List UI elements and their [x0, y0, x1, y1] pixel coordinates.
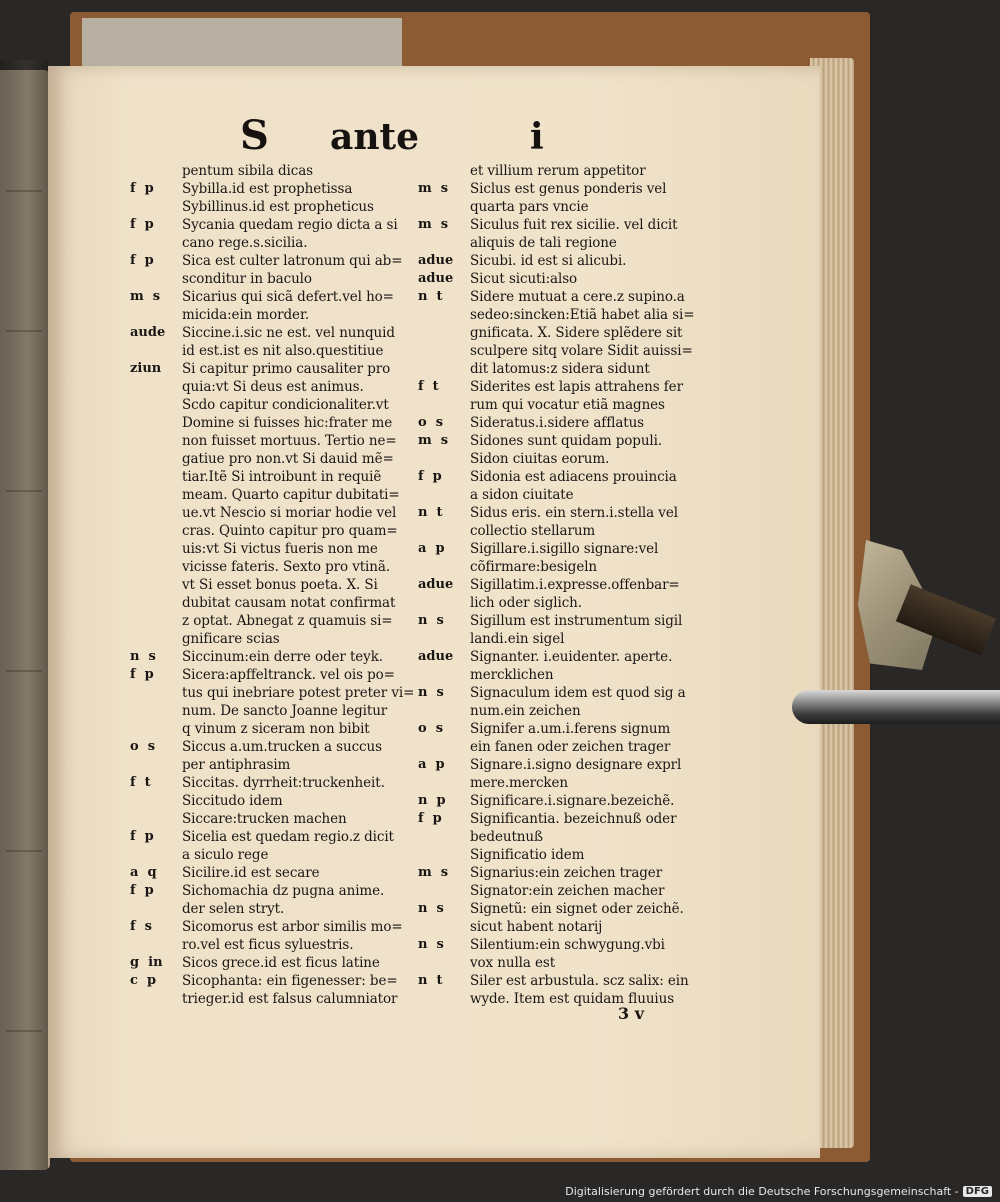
entry-text: Sichomachia dz pugna anime. [182, 883, 385, 899]
dictionary-line [130, 288, 418, 306]
grammar-tag: ziun [130, 361, 162, 376]
dictionary-line [418, 432, 718, 450]
grammar-tag: g in [130, 955, 163, 970]
dictionary-line [130, 396, 418, 414]
dictionary-line [418, 198, 718, 216]
grammar-tag: f p [130, 253, 154, 268]
grammar-tag: n s [418, 901, 444, 916]
dictionary-line [130, 918, 418, 936]
dictionary-line [130, 702, 418, 720]
entry-text: Scdo capitur condicionaliter.vt [182, 397, 389, 413]
grammar-tag: m s [418, 181, 449, 196]
dictionary-line [418, 774, 718, 792]
entry-text: Sicut sicuti:also [470, 271, 578, 287]
entry-text: gatiue pro non.vt Si dauid mẽ= [182, 451, 394, 467]
grammar-tag: m s [130, 289, 161, 304]
dictionary-line [418, 522, 718, 540]
dictionary-line [130, 576, 418, 594]
grammar-tag: n t [418, 973, 443, 988]
grammar-tag: n t [418, 289, 443, 304]
entry-text: ue.vt Nescio si moriar hodie vel [182, 505, 397, 521]
dictionary-line [418, 882, 718, 900]
dictionary-line [418, 720, 718, 738]
dictionary-line [418, 234, 718, 252]
dictionary-line [418, 450, 718, 468]
dictionary-line [418, 378, 718, 396]
dictionary-line [418, 486, 718, 504]
dictionary-line [130, 342, 418, 360]
dictionary-line [418, 252, 718, 270]
book-spine [0, 60, 48, 1170]
dictionary-line [418, 360, 718, 378]
dictionary-line [418, 342, 718, 360]
digitization-credit [565, 1182, 992, 1200]
grammar-tag: m s [418, 433, 449, 448]
grammar-tag: n s [418, 937, 444, 952]
entry-text: z optat. Abnegat z quamuis si= [182, 613, 393, 629]
entry-text: dubitat causam notat confirmat [182, 595, 396, 611]
dictionary-line [130, 558, 418, 576]
entry-text: sculpere sitq volare Sidit auissi= [470, 343, 693, 359]
dictionary-line [418, 396, 718, 414]
dictionary-line [130, 828, 418, 846]
entry-text: quarta pars vncie [470, 199, 589, 215]
entry-text: Sidere mutuat a cere.z supino.a [470, 289, 685, 305]
dictionary-line [130, 450, 418, 468]
grammar-tag: f p [130, 667, 154, 682]
dictionary-line [130, 882, 418, 900]
dictionary-line [130, 432, 418, 450]
entry-text: Sica est culter latronum qui ab= [182, 253, 403, 269]
dictionary-line [130, 864, 418, 882]
dictionary-line [418, 990, 718, 1008]
dictionary-line [418, 612, 718, 630]
grammar-tag: f p [130, 829, 154, 844]
entry-text: vt Si esset bonus poeta. X. Si [182, 577, 378, 593]
dictionary-line [418, 324, 718, 342]
entry-text: Sidon ciuitas eorum. [470, 451, 610, 467]
entry-text: Signarius:ein zeichen trager [470, 865, 663, 881]
entry-text: Sybilla.id est prophetissa [182, 181, 353, 197]
dictionary-line [418, 864, 718, 882]
dictionary-line [418, 576, 718, 594]
grammar-tag: n s [418, 685, 444, 700]
dictionary-line [418, 666, 718, 684]
entry-text: Siccare:trucken machen [182, 811, 347, 827]
grammar-tag: adue [418, 271, 454, 286]
entry-text: collectio stellarum [470, 523, 596, 539]
entry-text: Sideratus.i.sidere afflatus [470, 415, 645, 431]
entry-text: Domine si fuisses hic:frater me [182, 415, 393, 431]
entry-text: uis:vt Si victus fueris non me [182, 541, 378, 557]
entry-text: q vinum z siceram non bibit [182, 721, 370, 737]
entry-text: landi.ein sigel [470, 631, 565, 647]
entry-text: ro.vel est ficus syluestris. [182, 937, 354, 953]
entry-text: Signetũ: ein signet oder zeichẽ. [470, 901, 684, 917]
dictionary-line [130, 810, 418, 828]
dictionary-line [130, 234, 418, 252]
entry-text: Sicera:apffeltranck. vel ois po= [182, 667, 395, 683]
entry-text: dit latomus:z sidera sidunt [470, 361, 650, 377]
entry-text: Silentium:ein schwygung.vbi [470, 937, 665, 953]
dictionary-line [130, 630, 418, 648]
entry-text: cano rege.s.sicilia. [182, 235, 308, 251]
entry-text: Sidones sunt quidam populi. [470, 433, 663, 449]
dictionary-line [418, 468, 718, 486]
entry-text: Siccine.i.sic ne est. vel nunquid [182, 325, 395, 341]
entry-text: per antiphrasim [182, 757, 291, 773]
signature-mark: 3 v [618, 1004, 644, 1023]
dictionary-line [130, 306, 418, 324]
grammar-tag: m s [418, 217, 449, 232]
grammar-tag: adue [418, 577, 454, 592]
grammar-tag: o s [418, 415, 444, 430]
entry-text: Sicos grece.id est ficus latine [182, 955, 380, 971]
entry-text: Signaculum idem est quod sig a [470, 685, 686, 701]
entry-text: non fuisset mortuus. Tertio ne= [182, 433, 397, 449]
grammar-tag: o s [130, 739, 156, 754]
dictionary-line [130, 846, 418, 864]
entry-text: Siclus est genus ponderis vel [470, 181, 667, 197]
entry-text: Signifer a.um.i.ferens signum [470, 721, 671, 737]
dictionary-line [418, 756, 718, 774]
grammar-tag: a p [418, 757, 445, 772]
entry-text: num. De sancto Joanne legitur [182, 703, 388, 719]
dictionary-line [418, 828, 718, 846]
grammar-tag: f t [418, 379, 439, 394]
dictionary-line [130, 486, 418, 504]
dictionary-line [418, 180, 718, 198]
dictionary-line [418, 162, 718, 180]
entry-text: Sicubi. id est si alicubi. [470, 253, 627, 269]
dictionary-line [130, 666, 418, 684]
entry-text: Sicomorus est arbor similis mo= [182, 919, 403, 935]
entry-text: gnificata. X. Sidere splẽdere sit [470, 325, 683, 341]
dictionary-line [418, 288, 718, 306]
entry-text: sedeo:sincken:Etiã habet alia si= [470, 307, 695, 323]
entry-text: cõfirmare:besigeln [470, 559, 598, 575]
entry-text: sconditur in baculo [182, 271, 312, 287]
entry-text: mere.mercken [470, 775, 568, 791]
grammar-tag: c p [130, 973, 157, 988]
entry-text: Siccinum:ein derre oder teyk. [182, 649, 383, 665]
grammar-tag: n s [418, 613, 444, 628]
entry-text: pentum sibila dicas [182, 163, 313, 179]
entry-text: mercklichen [470, 667, 554, 683]
entry-text: aliquis de tali regione [470, 235, 617, 251]
dictionary-line [130, 270, 418, 288]
dfg-logo: DFG [963, 1186, 992, 1197]
entry-text: Siccus a.um.trucken a succus [182, 739, 382, 755]
entry-text: trieger.id est falsus calumniator [182, 991, 398, 1007]
dictionary-line [130, 252, 418, 270]
dictionary-line [418, 504, 718, 522]
entry-text: tus qui inebriare potest preter vi= [182, 685, 415, 701]
entry-text: tiar.Itẽ Si introibunt in requiẽ [182, 469, 382, 485]
grammar-tag: f p [130, 181, 154, 196]
entry-text: wyde. Item est quidam fluuius [470, 991, 675, 1007]
entry-text: Significantia. bezeichnuß oder [470, 811, 677, 827]
entry-text: vox nulla est [470, 955, 556, 971]
dictionary-line [130, 738, 418, 756]
entry-text: Siccitudo idem [182, 793, 283, 809]
dictionary-line [418, 936, 718, 954]
grammar-tag: f p [418, 811, 442, 826]
grammar-tag: f t [130, 775, 151, 790]
entry-text: rum qui vocatur etiã magnes [470, 397, 665, 413]
dictionary-line [130, 684, 418, 702]
dictionary-line [130, 522, 418, 540]
grammar-tag: m s [418, 865, 449, 880]
dictionary-line [418, 684, 718, 702]
dictionary-line [130, 756, 418, 774]
dictionary-line [418, 414, 718, 432]
cover-paper-strip [82, 18, 402, 66]
dictionary-line [130, 162, 418, 180]
entry-text: Sigillare.i.sigillo signare:vel [470, 541, 659, 557]
dictionary-line [130, 360, 418, 378]
dictionary-line [130, 504, 418, 522]
grammar-tag: o s [418, 721, 444, 736]
grammar-tag: f p [418, 469, 442, 484]
header-word: ante [330, 116, 420, 158]
running-header [240, 112, 620, 158]
entry-text: der selen stryt. [182, 901, 285, 917]
dictionary-line [418, 702, 718, 720]
dictionary-line [418, 594, 718, 612]
entry-text: micida:ein morder. [182, 307, 310, 323]
entry-text: Significare.i.signare.bezeichẽ. [470, 793, 675, 809]
entry-text: Sidonia est adiacens prouincia [470, 469, 677, 485]
dictionary-line [130, 594, 418, 612]
entry-text: Siculus fuit rex sicilie. vel dicit [470, 217, 678, 233]
right-text-column [418, 162, 718, 1008]
dictionary-line [130, 720, 418, 738]
dictionary-line [418, 738, 718, 756]
entry-text: Sigillum est instrumentum sigil [470, 613, 683, 629]
dictionary-line [418, 216, 718, 234]
entry-text: Sicelia est quedam regio.z dicit [182, 829, 394, 845]
grammar-tag: a p [418, 541, 445, 556]
header-leaf-mark: i [530, 116, 544, 158]
grammar-tag: n s [130, 649, 156, 664]
entry-text: Sigillatim.i.expresse.offenbar= [470, 577, 680, 593]
dictionary-line [130, 792, 418, 810]
dictionary-line [418, 972, 718, 990]
dictionary-line [130, 540, 418, 558]
entry-text: gnificare scias [182, 631, 280, 647]
dictionary-line [130, 774, 418, 792]
entry-text: num.ein zeichen [470, 703, 581, 719]
entry-text: a sidon ciuitate [470, 487, 574, 503]
entry-text: Sybillinus.id est propheticus [182, 199, 374, 215]
dictionary-line [418, 900, 718, 918]
grammar-tag: f s [130, 919, 152, 934]
entry-text: sicut habent notarij [470, 919, 603, 935]
grammar-tag: adue [418, 253, 454, 268]
dictionary-line [130, 378, 418, 396]
grammar-tag: n p [418, 793, 446, 808]
entry-text: bedeutnuß [470, 829, 543, 845]
dictionary-line [418, 648, 718, 666]
entry-text: Signare.i.signo designare exprl [470, 757, 682, 773]
dictionary-line [130, 936, 418, 954]
dictionary-line [418, 810, 718, 828]
grammar-tag: f p [130, 883, 154, 898]
credit-text: Digitalisierung gefördert durch die Deutsche Forschungsgemeinschaft - [565, 1184, 959, 1198]
entry-text: Siler est arbustula. scz salix: ein [470, 973, 689, 989]
entry-text: meam. Quarto capitur dubitati= [182, 487, 400, 503]
entry-text: Sicophanta: ein figenesser: be= [182, 973, 398, 989]
entry-text: Sicarius qui sicã defert.vel ho= [182, 289, 394, 305]
grammar-tag: a q [130, 865, 157, 880]
dictionary-line [130, 180, 418, 198]
entry-text: a siculo rege [182, 847, 269, 863]
dictionary-line [418, 918, 718, 936]
grammar-tag: f p [130, 217, 154, 232]
dictionary-line [130, 324, 418, 342]
entry-text: Significatio idem [470, 847, 585, 863]
dictionary-line [130, 612, 418, 630]
dictionary-line [130, 648, 418, 666]
entry-text: Si capitur primo causaliter pro [182, 361, 391, 377]
dictionary-line [418, 306, 718, 324]
entry-text: ein fanen oder zeichen trager [470, 739, 671, 755]
header-letter: S [240, 112, 269, 159]
dictionary-line [130, 198, 418, 216]
dictionary-line [130, 900, 418, 918]
dictionary-line [130, 972, 418, 990]
entry-text: id est.ist es nit also.questitiue [182, 343, 384, 359]
dictionary-line [418, 270, 718, 288]
dictionary-line [130, 216, 418, 234]
left-text-column [130, 162, 418, 1008]
dictionary-line [130, 954, 418, 972]
dictionary-line [418, 792, 718, 810]
grammar-tag: adue [418, 649, 454, 664]
entry-text: Sycania quedam regio dicta a si [182, 217, 398, 233]
entry-text: Signator:ein zeichen macher [470, 883, 665, 899]
dictionary-line [418, 558, 718, 576]
grammar-tag: aude [130, 325, 166, 340]
dictionary-line [130, 468, 418, 486]
entry-text: quia:vt Si deus est animus. [182, 379, 364, 395]
dictionary-line [418, 630, 718, 648]
entry-text: vicisse fateris. Sexto pro vtinã. [182, 559, 391, 575]
page-holder-pointer [792, 690, 1000, 724]
dictionary-line [130, 414, 418, 432]
entry-text: Sidus eris. ein stern.i.stella vel [470, 505, 678, 521]
dictionary-line [418, 846, 718, 864]
entry-text: lich oder siglich. [470, 595, 582, 611]
entry-text: Siccitas. dyrrheit:truckenheit. [182, 775, 385, 791]
entry-text: Siderites est lapis attrahens fer [470, 379, 683, 395]
entry-text: Sicilire.id est secare [182, 865, 320, 881]
grammar-tag: n t [418, 505, 443, 520]
dictionary-line [418, 954, 718, 972]
entry-text: et villium rerum appetitor [470, 163, 646, 179]
entry-text: Signanter. i.euidenter. aperte. [470, 649, 673, 665]
entry-text: cras. Quinto capitur pro quam= [182, 523, 398, 539]
dictionary-line [130, 990, 418, 1008]
dictionary-line [418, 540, 718, 558]
